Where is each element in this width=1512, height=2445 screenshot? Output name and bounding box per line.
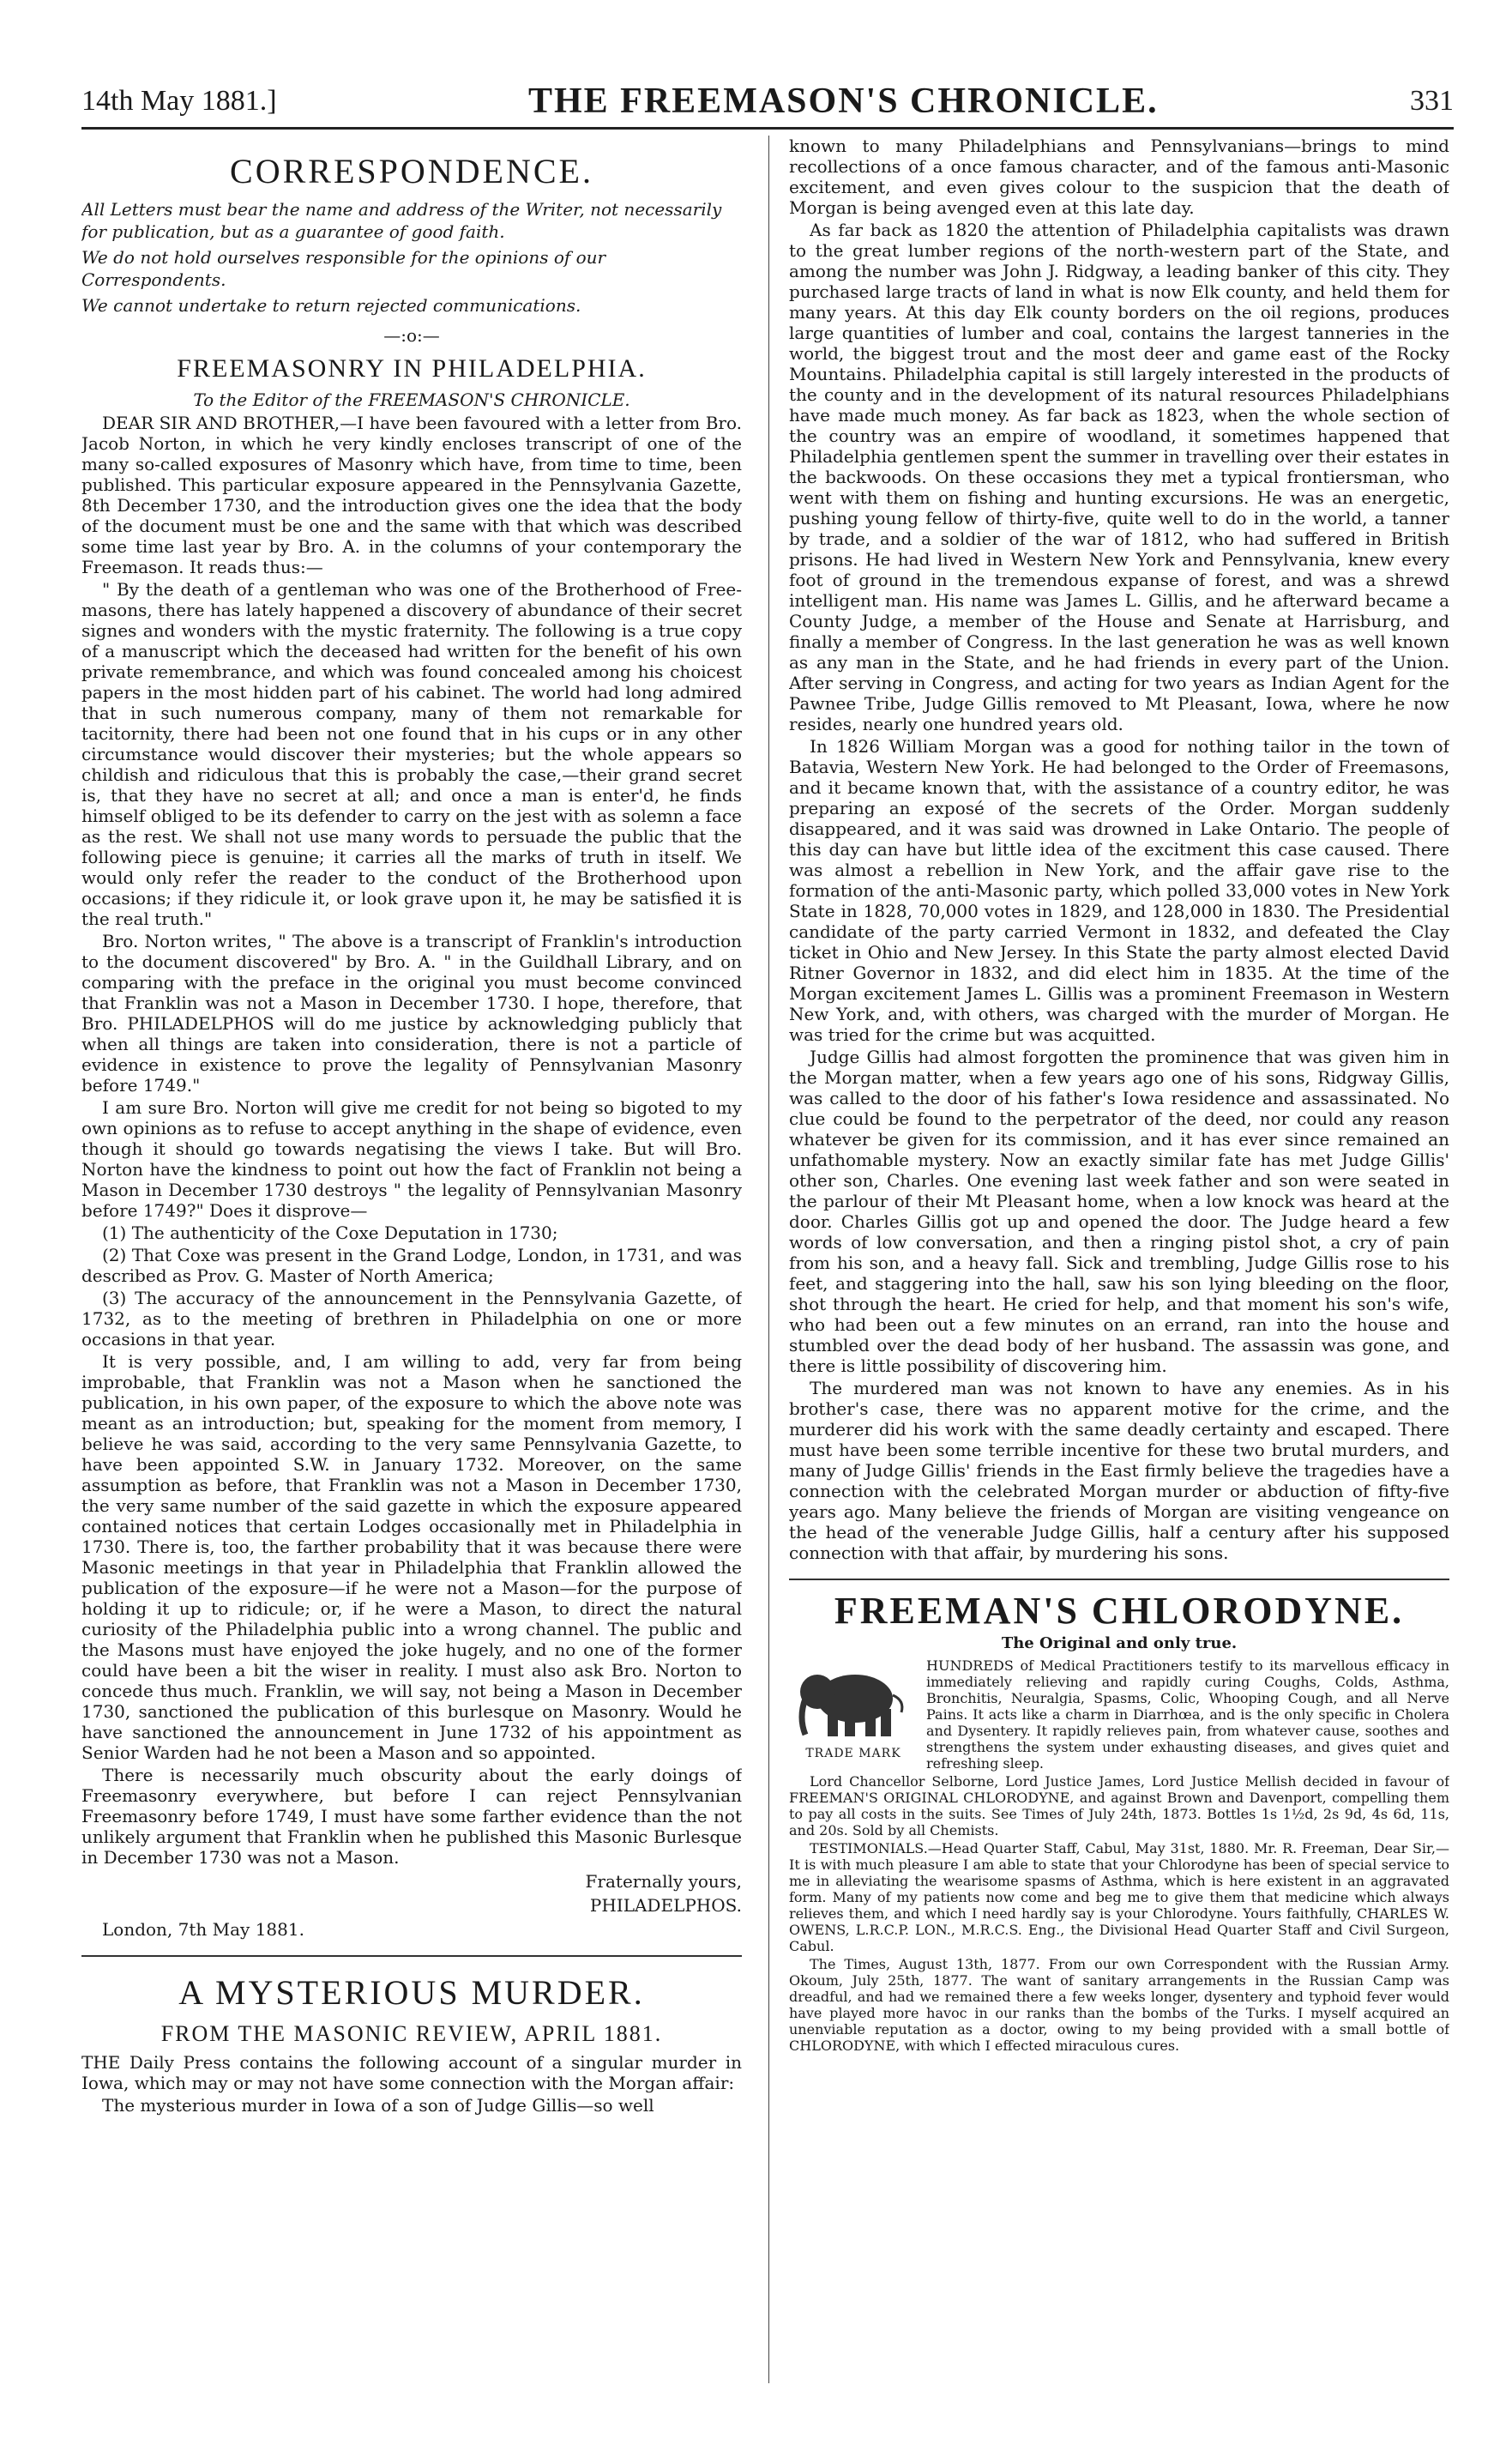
issue-date: 14th May 1881.]: [81, 85, 277, 117]
section-rule: [81, 1955, 742, 1957]
letter-paragraph: Bro. Norton writes, " The above is a transcript of Franklin's introduction to the document discovered" by Bro. A. " in the Guildhall Library, and on comparing with the preface in the original you must become convinced that Franklin was not a Mason in December 1730. I hope, therefore, that Bro. PHILADELPHOS will do me justice by acknowledging publicly that when all things are taken into consideration, there is not a particle of evidence in existence to prove the legality of Pennsylvanian Masonry before 1749.": [81, 931, 742, 1096]
advert-subtitle: The Original and only true.: [1001, 1634, 1238, 1652]
advert-body: [789, 1657, 1449, 1773]
left-column: [81, 136, 742, 2383]
letter-heading: FREEMASONRY IN PHILADELPHIA.: [177, 354, 647, 383]
murder-paragraph: In 1826 William Morgan was a good for nothing tailor in the town of Batavia, Western New York. He had belonged to the Order of Freemasons, and it became known that, with the assistance of a country editor, he was preparing an exposé of the secrets of the Order. Morgan suddenly disappeared, and it was said was drowned in Lake Ontario. The people of this day can have but little idea of the excitment this case caused. There was almost a rebellion in New York, and the affair gave rise to the formation of the anti-Masonic party, which polled 33,000 votes in New York State in 1828, 70,000 votes in 1829, and 128,000 in 1830. The Presidential candidate of the party carried Vermont in 1832, and defeated the Clay ticket in Ohio and New Jersey. In this State the party almost elected David Ritner Governor in 1832, and did elect him in 1835. At the time of the Morgan excitement James L. Gillis was a prominent Freemason in Western New York, and, with others, was charged with the murder of Morgan. He was tried for the crime but was acquitted.: [789, 736, 1449, 1045]
advert-paragraph: Lord Chancellor Selborne, Lord Justice James, Lord Justice Mellish decided in favour of FREEMAN'S ORIGINAL CHLORODYNE, and against Brown and Davenport, compelling them to pay all costs in the suits. See Times of July 24th, 1873. Bottles 1s 1½d, 2s 9d, 4s 6d, 11s, and 20s. Sold by all Chemists.: [789, 1773, 1449, 1838]
advert-paragraph: TESTIMONIALS.—Head Quarter Staff, Cabul, May 31st, 1880. Mr. R. Freeman, Dear Sir,—It is with much pleasure I am able to state that your Chlorodyne has been of special service to me in alleviating the wearisome spasms of Asthma, which is here existent in an aggravated form. Many of my patients now come and beg me to give them that medicine which always relieves them, and which I need hardly say is your Chlorodyne. Yours faithfully, CHARLES W. OWENS, L.R.C.P. LON., M.R.C.S. Eng., the Divisional Head Quarter Staff and Civil Surgeon, Cabul.: [789, 1840, 1449, 1954]
letter-list-item: (3) The accuracy of the announcement in the Pennsylvania Gazette, of 1732, as to the meeting of brethren in Philadelphia on one or more occasions in that year.: [81, 1288, 742, 1349]
letter-paragraph: There is necessarily much obscurity about the early doings of Freemasonry everywhere, but before I can reject Pennsylvanian Freemasonry before 1749, I must have some farther evidence than the not unlikely argument that Franklin when he published this Masonic Burlesque in December 1730 was not a Mason.: [81, 1765, 742, 1868]
letter-paragraph: I am sure Bro. Norton will give me credit for not being so bigoted to my own opinions as to refuse to accept anything in the shape of evidence, even though it should go towards negatising the views I take. But will Bro. Norton have the kindness to point out how the fact of Franklin not being a Mason in December 1730 destroys " the legality of Pennsylvanian Masonry before 1749?" Does it disprove—: [81, 1097, 742, 1221]
elephant-trademark: [789, 1657, 918, 1773]
letter-signature: PHILADELPHOS.: [589, 1895, 742, 1916]
murder-source: FROM THE MASONIC REVIEW, APRIL 1881.: [160, 2021, 663, 2046]
murder-heading: A MYSTERIOUS MURDER.: [178, 1973, 645, 2012]
notice-opinions: We do not hold ourselves responsible for the opinions of our Correspondents.: [81, 247, 606, 290]
letter-closing: Fraternally yours,: [585, 1871, 742, 1892]
letter-dateline: London, 7th May 1881.: [102, 1919, 304, 1940]
letter-paragraph: It is very possible, and, I am willing to add, very far from being improbable, that Franklin was not a Mason when he sanctioned the publication, in his own paper, of the exposure to which the above note was meant as an introduction; but, speaking for the moment from memory, I believe he was said, according to the very same Pennsylvania Gazette, to have been appointed S.W. in January 1732. Moreover, on the same assumption as before, that Franklin was not a Mason in December 1730, the very same number of the said gazette in which the exposure appeared contained notices that certain Lodges occasionally met in Philadelphia in 1730. There is, too, the farther probability that it was because there were Masonic meetings in that year in Philadelphia that Franklin allowed the publication of the exposure—if he were not a Mason—for the purpose of holding it up to ridicule; or, if he were a Mason, to direct the natural curiosity of the Philadelphia public into a wrong channel. The public and the Masons must have enjoyed the joke hugely, and no one of the former could have been a bit the wiser in reality. I must also ask Bro. Norton to concede thus much. Franklin, we will say, not being a Mason in December 1730, sanctioned the publication of this burlesque on Masonry. Would he have sanctioned the announcement in June 1732 of his appointment as Senior Warden had he not been a Mason and so appointed.: [81, 1351, 742, 1763]
murder-paragraph: As far back as 1820 the attention of Philadelphia capitalists was drawn to the great lumber regions of the north-western part of the State, and among the number was John J. Ridgway, a leading banker of this city. They purchased large tracts of land in what is now Elk county, and held them for many years. At this day Elk county borders on the oil regions, produces large quantities of lumber and coal, contains the largest tanneries in the world, the biggest trout and the most deer and game east of the Rocky Mountains. Philadelphia capital is still largely interested in the products of the county and in the development of its natural resources Philadelphians have made much money. As far back as 1823, when the whole section of the country was an empire of woodland, it sometimes happened that Philadelphia gentlemen spent the summer in travelling over their estates in the backwoods. On these occasions they met a typical frontiersman, who went with them on fishing and hunting excursions. He was an energetic, pushing young fellow of thirty-five, quite well to do in the world, a tanner by trade, and a soldier of the war of 1812, who had suffered in British prisons. He had lived in Western New York and Pennsylvania, knew every foot of ground in the tremendous expanse of forest, and was a shrewd intelligent man. His name was James L. Gillis, and he afterward became a County Judge, a member of the House and Senate at Harrisburg, and finally a member of Congress. In the last generation he was as well known as any man in the State, and he had friends in every part of the Union. After serving in Congress, and acting for two years as Indian Agent for the Pawnee Tribe, Judge Gillis removed to Mt Pleasant, Iowa, where he now resides, nearly one hundred years old.: [789, 220, 1449, 734]
section-divider: —:o:—: [383, 325, 440, 346]
notice-letters: All Letters must bear the name and address of the Writer, not necessarily for publication, but as a guarantee of good faith.: [81, 199, 722, 242]
letter-list-item: (2) That Coxe was present in the Grand Lodge, London, in 1731, and was described as Prov. G. Master of North America;: [81, 1245, 742, 1286]
advert-lead-block: [926, 1657, 1449, 1773]
advert-details: [789, 1773, 1449, 2054]
page-number: 331: [1409, 85, 1454, 117]
letter-addressee: To the Editor of the FREEMASON'S CHRONICLE.: [193, 389, 630, 410]
murder-paragraph: Judge Gillis had almost forgotten the prominence that was given him in the Morgan matter, when a few years ago one of his sons, Ridgway Gillis, was called to the door of his father's Iowa residence and assassinated. No clue could be found to the perpetrator of the deed, nor could any reason whatever be given for its commission, and it has ever since remained an unfathomable mystery. Now an exactly similar fate has met Judge Gillis' other son, Charles. One evening last week father and son were seated in the parlour of their Mt Pleasant home, when a low knock was heard at the door. Charles Gillis got up and opened the door. The Judge heard a few words of low conversation, and then a ringing pistol shot, a cry of pain from his son, and a heavy fall. Sick and trembling, Judge Gillis rose to his feet, and staggering into the hall, saw his son lying bleeding on the floor, shot through the heart. He cried for help, and that moment his son's wife, who had been out a few minutes on an errand, ran into the house and stumbled over the dead body of her husband. The assassin was gone, and there is little possibility of discovering him.: [789, 1047, 1449, 1376]
trade-mark-label: TRADE MARK: [805, 1747, 901, 1760]
correspondence-heading: CORRESPONDENCE.: [230, 152, 593, 190]
masthead: [81, 75, 1454, 130]
letter-list-item: (1) The authenticity of the Coxe Deputation in 1730;: [102, 1222, 558, 1243]
advert-lead: HUNDREDS of Medical Practitioners testify to its marvellous efficacy in immediately relieving and rapidly curing Coughs, Colds, Asthma, Bronchitis, Neuralgia, Spasms, Colic, Whooping Cough, and all Nerve Pains. It acts like a charm in Diarrhœa, and is the only specific in Cholera and Dysentery. It rapidly relieves pain, from whatever cause, soothes and strengthens the system under exhausting diseases, and gives quiet and refreshing sleep.: [926, 1657, 1449, 1772]
column-rule: [768, 136, 769, 2383]
elephant-icon: [793, 1657, 913, 1743]
advert-paragraph: The Times, August 13th, 1877. From our own Correspondent with the Russian Army. Okoum, July 25th, 1877. The want of sanitary arrangements in the Russian Camp was dreadful, and had we remained there a few weeks longer, dysentery and typhoid fever would have played more havoc in our ranks than the bombs of the Turks. I myself acquired an unenviable reputation as a doctor, owing to my being provided with a small bottle of CHLORODYNE, with which I effected miraculous cures.: [789, 1956, 1449, 2054]
advert-title: FREEMAN'S CHLORODYNE.: [834, 1590, 1405, 1632]
publication-title: THE FREEMASON'S CHRONICLE.: [527, 82, 1159, 121]
letter-paragraph: " By the death of a gentleman who was one of the Brotherhood of Free-masons, there has lately happened a discovery of abundance of their secret signes and wonders with the mystic fraternity. The following is a true copy of a manuscript which the deceased had written for the benefit of his own private remembrance, and which was found concealed among his choicest papers in the most hidden part of his cabinet. The world had long admired that in such numerous company, many of them not remarkable for tacitornity, there had been not one found that in his cups or in any other circumstance would discover their mysteries; but the whole appears so childish and ridiculous that this is probably the case,—their grand secret is, that they have no secret at all; and once a man is enter'd, he finds himself obliged to be its defender to carry on the jest with as solemn a face as the rest. We shall not use many words to persuade the public that the following piece is genuine; it carries all the marks of truth in itself. We would only refer the reader to the conduct of the Brotherhood upon occasions; if they ridicule it, or look grave upon it, he may be satisfied it is the real truth.": [81, 579, 742, 929]
notice-rejected: We cannot undertake to return rejected communications.: [81, 295, 581, 316]
murder-paragraph: THE Daily Press contains the following account of a singular murder in Iowa, which may or may not have some connection with the Morgan affair:: [81, 2052, 742, 2093]
right-column: [789, 136, 1449, 2383]
murder-paragraph: The murdered man was not known to have any enemies. As in his brother's case, there was no apparent motive for the crime, and the murderer did his work with the same deadly certainty and escaped. There must have been some terrible incentive for these two brutal murders, and many of Judge Gillis' friends in the East firmly believe the tragedies have a connection with the celebrated Morgan murder or abduction of fifty-five years ago. Many believe the friends of Morgan are visiting vengeance on the head of the venerable Judge Gillis, half a century after his supposed connection with that affair, by murdering his sons.: [789, 1378, 1449, 1563]
letter-paragraph: DEAR SIR AND BROTHER,—I have been favoured with a letter from Bro. Jacob Norton, in which he very kindly encloses transcript of one of the many so-called exposures of Masonry which have, from time to time, been published. This particular exposure appeared in the Pennsylvania Gazette, 8th December 1730, and the introduction gives one the idea that the body of the document must be one and the same with that which was described some time last year by Bro. A. in the columns of your contemporary the Freemason. It reads thus:—: [81, 413, 742, 577]
murder-paragraph: The mysterious murder in Iowa of a son of Judge Gillis—so well: [102, 2095, 654, 2116]
murder-paragraph: known to many Philadelphians and Pennsylvanians—brings to mind recollections of a once famous character, and of the famous anti-Masonic excitement, and even gives colour to the suspicion that the death of Morgan is being avenged even at this late day.: [789, 136, 1449, 218]
advert-rule: [789, 1579, 1449, 1580]
